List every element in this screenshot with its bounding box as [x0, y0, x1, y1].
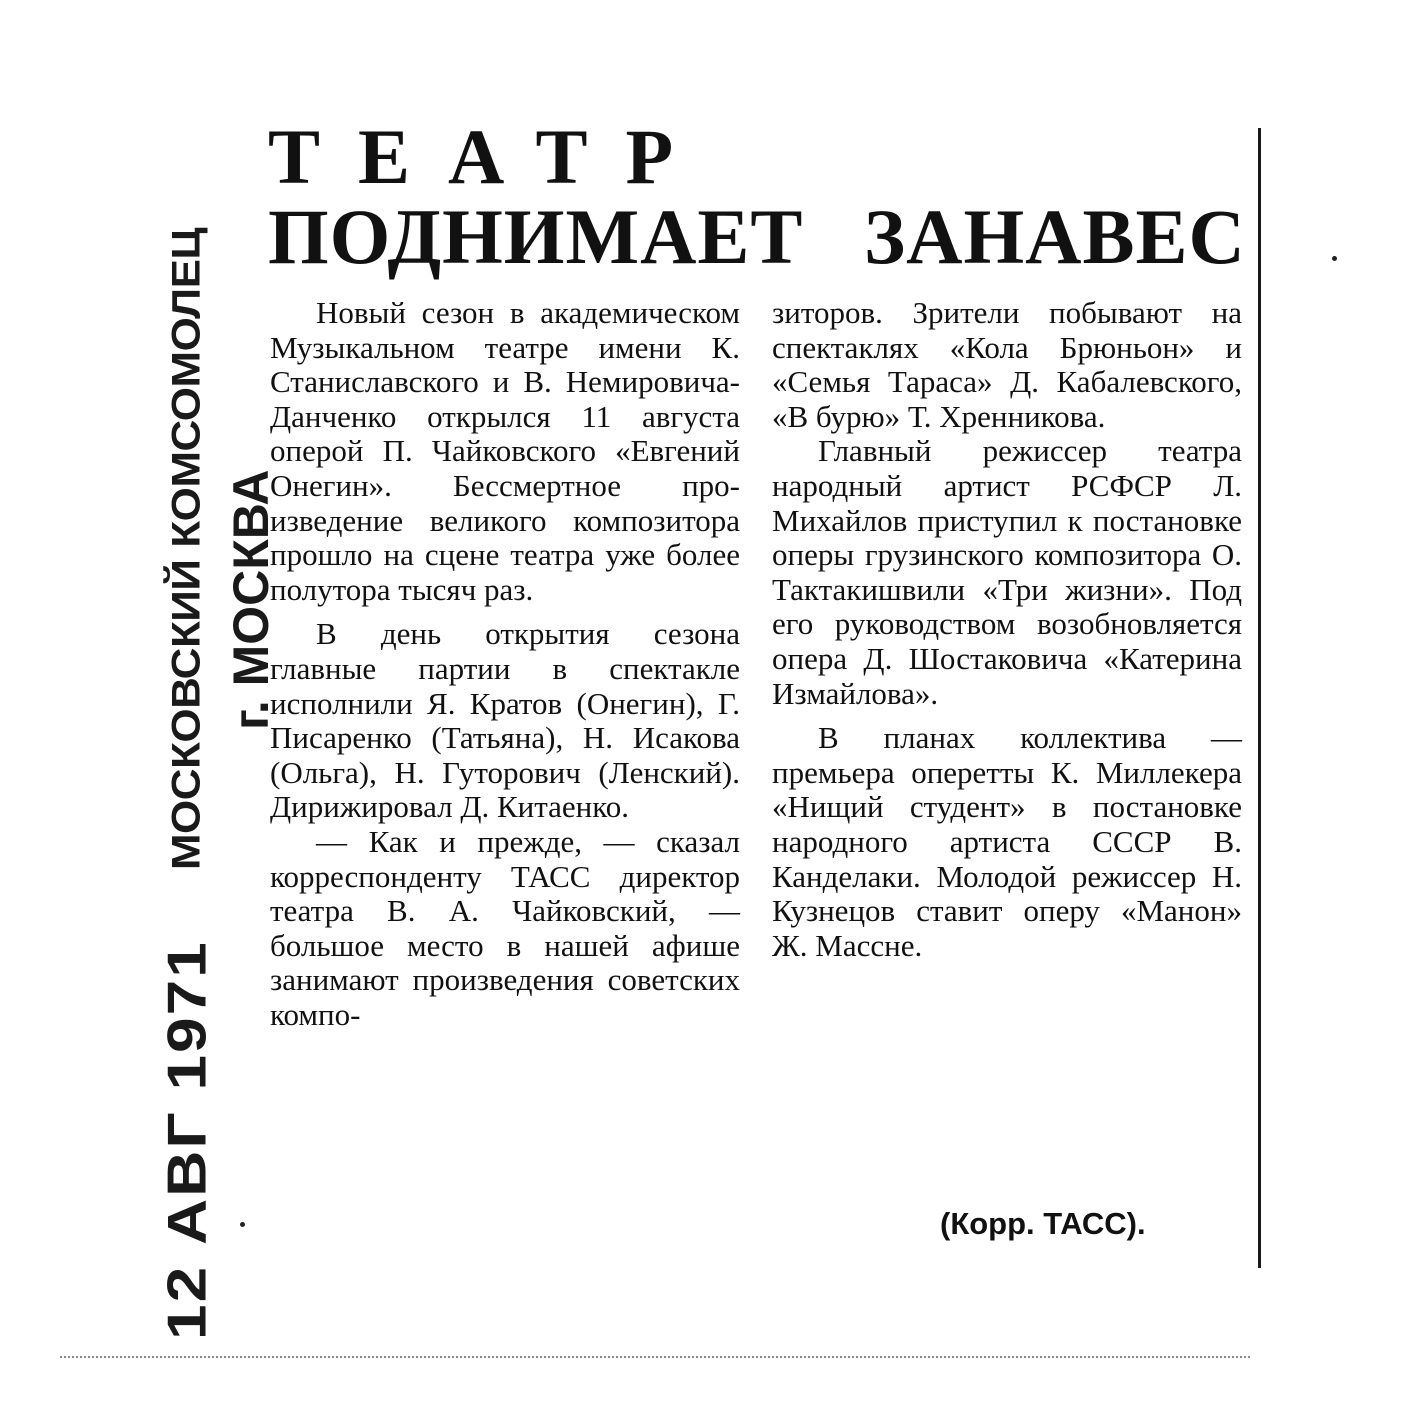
archive-stamp: [150, 228, 224, 1340]
headline-line-2: ПОДНИМАЕТ ЗАНАВЕС: [268, 193, 1246, 280]
print-speck: [240, 1222, 245, 1227]
headline-line-1: ТЕАТР: [268, 113, 712, 200]
article-left-column: [270, 296, 740, 1032]
article-paragraph: В день открытия сезона главные партии в спектакле исполнили Я. Кратов (Онегин), Г. Писаренко (Татьяна), Н. Исакова (Ольга), Н. Гуторович (Ленский). Дирижировал Д. Китаенко.: [270, 616, 740, 825]
stamp-city: г. МОСКВА: [223, 469, 279, 730]
article-paragraph: В планах коллектива — премьера оперетты К. Миллекера «Нищий студент» в постановке народного артиста СССР В. Канделаки. Молодой режиссер Н. Кузнецов ставит оперу «Манон» Ж. Массне.: [772, 720, 1242, 963]
clipping-bottom-edge: [60, 1356, 1250, 1358]
article-paragraph: Главный режиссер театра народный артист РСФСР Л. Михайлов приступил к постановке оперы грузинского композитора О. Тактакишвили «Три жизни». Под его руководством возобновляется опера Д. Шостаковича «Катерина Измайлова».: [772, 433, 1242, 711]
article-paragraph: зиторов. Зрители побывают на спектаклях «Кола Брюньон» и «Семья Тараса» Д. Кабалевского, «В бурю» Т. Хренникова.: [772, 295, 1242, 434]
article-paragraph: Новый сезон в академическом Музыкальном театре имени К. Станиславского и В. Немировича-Данченко открылся 11 августа оперой П. Чайковского «Евгений Онегин». Бессмертное произведение великого композитора прошло на сцене театра уже более полутора тысяч раз.: [270, 295, 740, 607]
article-signature: (Корр. ТАСС).: [940, 1206, 1146, 1241]
article-paragraph: — Как и прежде, — сказал корреспонденту ТАСС директор театра В. А. Чайковский, — большое место в нашей афише занимают произведения советских компо-: [270, 823, 740, 1032]
print-speck: [1332, 256, 1337, 261]
article-right-column: [772, 296, 1242, 963]
stamp-newspaper-name: МОСКОВСКИЙ КОМСОМОЛЕЦ: [164, 227, 209, 871]
stamp-date: 12 АВГ 1971: [156, 940, 218, 1340]
clipping-right-edge: [1258, 128, 1261, 1268]
